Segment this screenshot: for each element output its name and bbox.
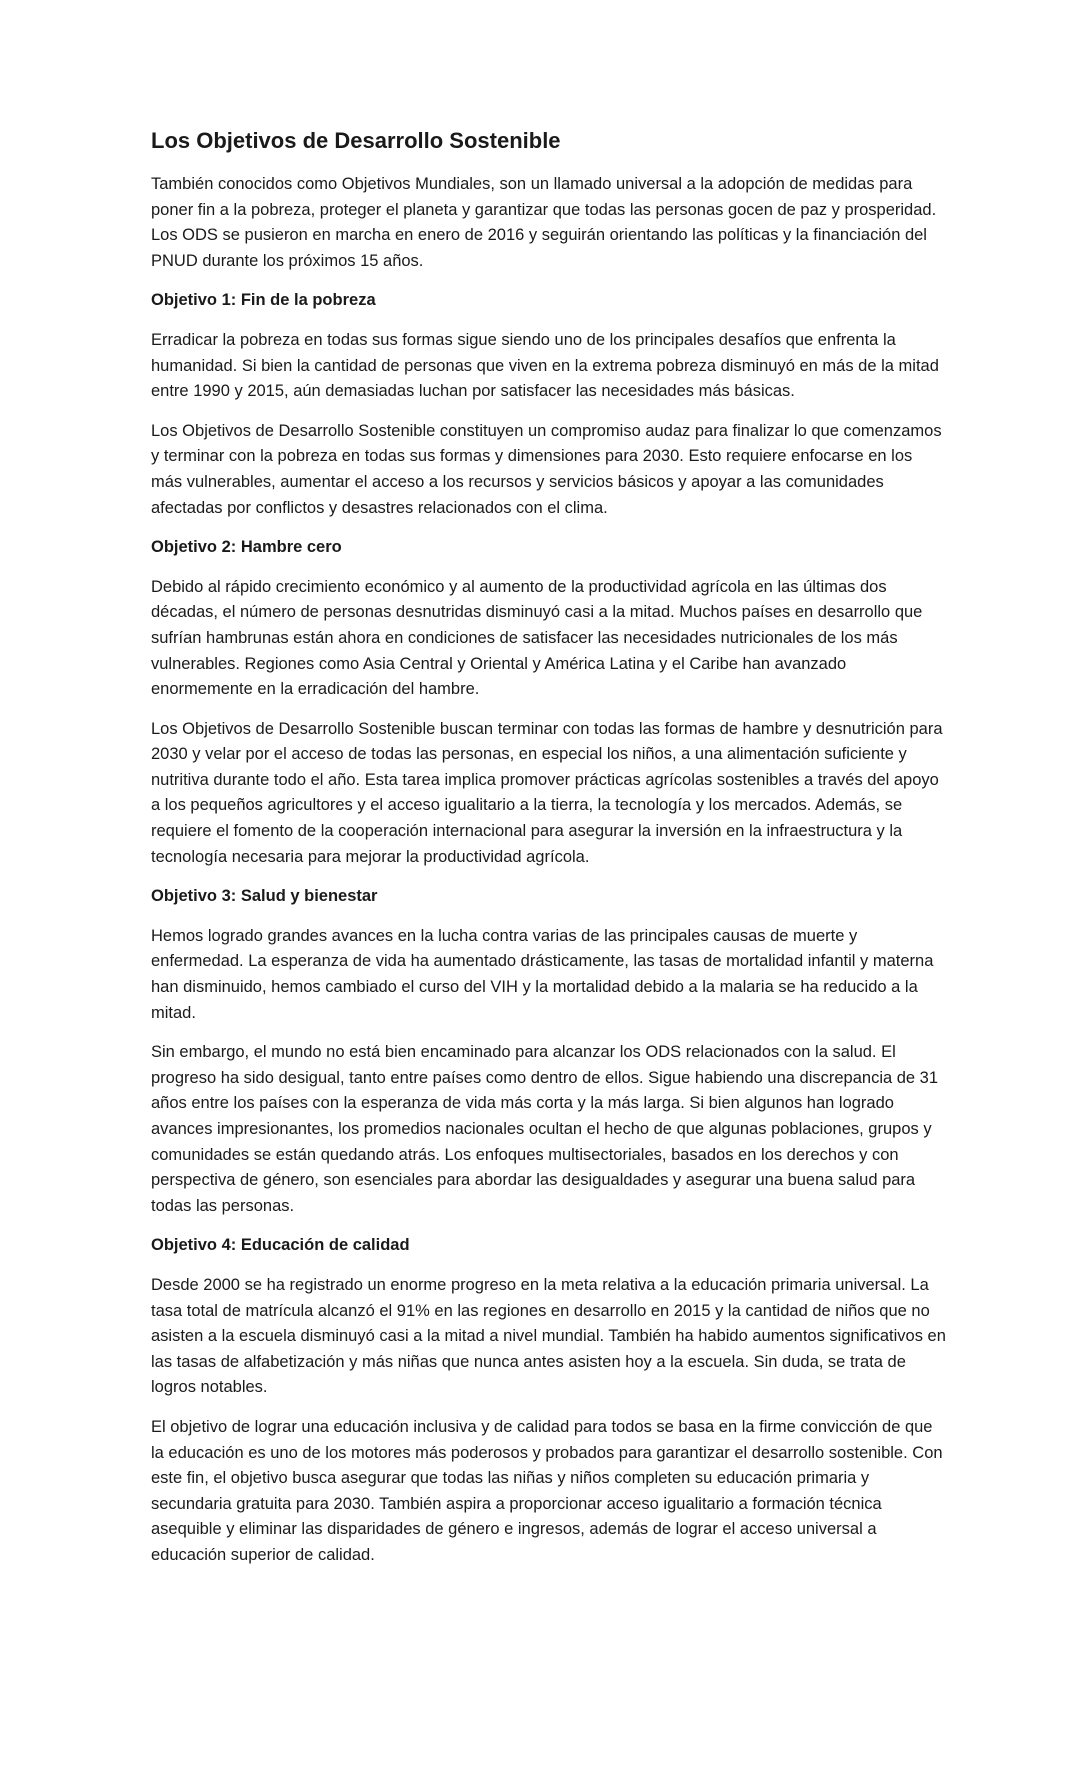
section-paragraph: Los Objetivos de Desarrollo Sostenible buscan terminar con todas las formas de hambre y desnutrición para 2030 y velar por el acceso de todas las personas, en especial los niños, a una alimentación suficiente y nutritiva durante todo el año. Esta tarea implica promover prácticas agrícolas sostenibles a través del apoyo a los pequeños agricultores y el acceso igualitario a la tierra, la tecnología y los mercados. Además, se requiere el fomento de la cooperación internacional para asegurar la inversión en la infraestructura y la tecnología necesaria para mejorar la productividad agrícola.: [151, 719, 943, 866]
section-paragraph: Los Objetivos de Desarrollo Sostenible constituyen un compromiso audaz para finalizar lo que comenzamos y terminar con la pobreza en todas sus formas y dimensiones para 2030. Esto requiere enfocarse en los más vulnerables, aumentar el acceso a los recursos y servicios básicos y apoyar a las comunidades afectadas por conflictos y desastres relacionados con el clima.: [151, 421, 942, 517]
section-heading-objetivo-2: Objetivo 2: Hambre cero: [151, 538, 342, 557]
intro-paragraph: También conocidos como Objetivos Mundiales, son un llamado universal a la adopción de medidas para poner fin a la pobreza, proteger el planeta y garantizar que todas las personas gocen de paz y prosperidad. Los ODS se pusieron en marcha en enero de 2016 y seguirán orientando las políticas y la financiación del PNUD durante los próximos 15 años.: [151, 175, 937, 270]
document-page: [151, 124, 947, 1583]
section-paragraph: Debido al rápido crecimiento económico y al aumento de la productividad agrícola en las últimas dos décadas, el número de personas desnutridas disminuyó casi a la mitad. Muchos países en desarrollo que sufrían hambrunas están ahora en condiciones de satisfacer las necesidades nutricionales de los más vulnerables. Regiones como Asia Central y Oriental y América Latina y el Caribe han avanzado enormemente en la erradicación del hambre.: [151, 577, 923, 699]
section-heading-objetivo-1: Objetivo 1: Fin de la pobreza: [151, 291, 376, 310]
section-paragraph: Erradicar la pobreza en todas sus formas sigue siendo uno de los principales desafíos que enfrenta la humanidad. Si bien la cantidad de personas que viven en la extrema pobreza disminuyó en más de la mitad entre 1990 y 2015, aún demasiadas luchan por satisfacer las necesidades más básicas.: [151, 330, 939, 401]
section-heading-objetivo-3: Objetivo 3: Salud y bienestar: [151, 887, 378, 906]
section-heading-objetivo-4: Objetivo 4: Educación de calidad: [151, 1236, 410, 1255]
section-paragraph: Hemos logrado grandes avances en la lucha contra varias de las principales causas de muerte y enfermedad. La esperanza de vida ha aumentado drásticamente, las tasas de mortalidad infantil y materna han disminuido, hemos cambiado el curso del VIH y la mortalidad debido a la malaria se ha reducido a la mitad.: [151, 926, 934, 1022]
section-paragraph: El objetivo de lograr una educación inclusiva y de calidad para todos se basa en la firme convicción de que la educación es uno de los motores más poderosos y probados para garantizar el desarrollo sostenible. Con este fin, el objetivo busca asegurar que todas las niñas y niños completen su educación primaria y secundaria gratuita para 2030. También aspira a proporcionar acceso igualitario a formación técnica asequible y eliminar las disparidades de género e ingresos, además de lograr el acceso universal a educación superior de calidad.: [151, 1417, 943, 1564]
document-title: Los Objetivos de Desarrollo Sostenible: [151, 128, 561, 153]
section-paragraph: Sin embargo, el mundo no está bien encaminado para alcanzar los ODS relacionados con la salud. El progreso ha sido desigual, tanto entre países como dentro de ellos. Sigue habiendo una discrepancia de 31 años entre los países con la esperanza de vida más corta y la más larga. Si bien algunos han logrado avances impresionantes, los promedios nacionales ocultan el hecho de que algunas poblaciones, grupos y comunidades se están quedando atrás. Los enfoques multisectoriales, basados en los derechos y con perspectiva de género, son esenciales para abordar las desigualdades y asegurar una buena salud para todas las personas.: [151, 1043, 939, 1215]
section-paragraph: Desde 2000 se ha registrado un enorme progreso en la meta relativa a la educación primaria universal. La tasa total de matrícula alcanzó el 91% en las regiones en desarrollo en 2015 y la cantidad de niños que no asisten a la escuela disminuyó casi a la mitad a nivel mundial. También ha habido aumentos significativos en las tasas de alfabetización y más niñas que nunca antes asisten hoy a la escuela. Sin duda, se trata de logros notables.: [151, 1275, 946, 1397]
